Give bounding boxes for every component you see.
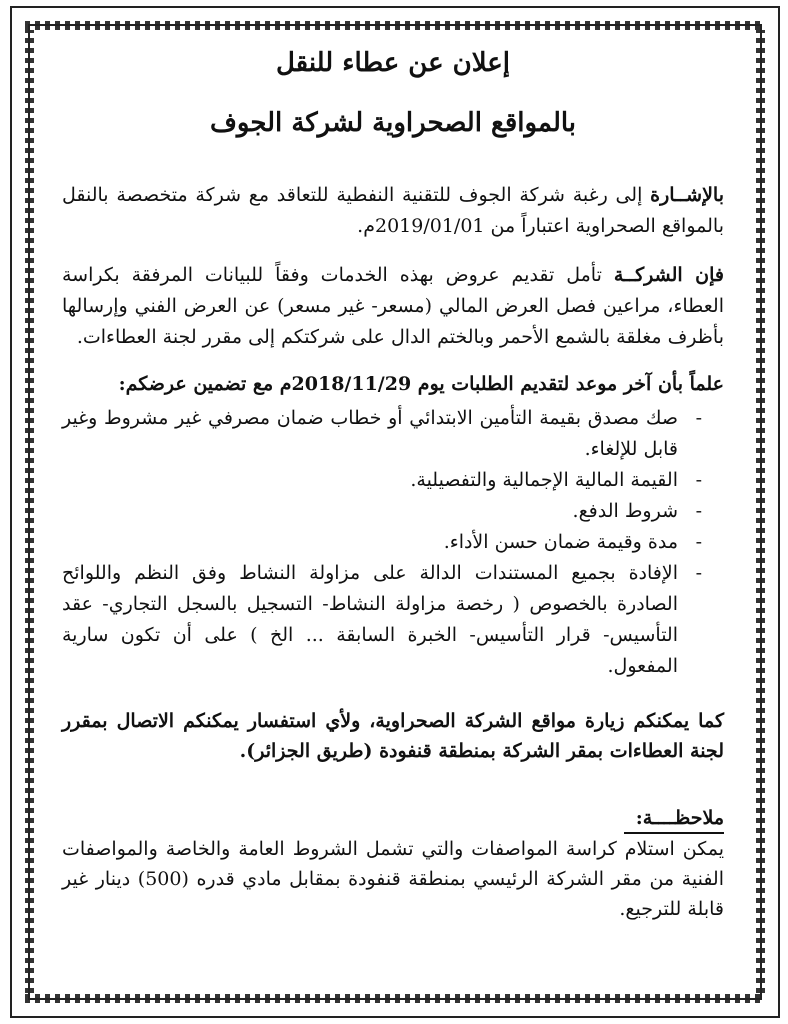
requirement-item: [62, 527, 702, 558]
title-line-1: إعلان عن عطاء للنقل: [275, 48, 510, 78]
note-title: ملاحظــــة:: [624, 804, 724, 834]
requirement-item: [62, 558, 702, 682]
document-body: [62, 40, 724, 924]
requirement-item: [62, 465, 702, 496]
request-lead: فإن الشركــة: [613, 264, 724, 286]
intro-lead: بالإشــارة: [650, 184, 724, 206]
requirement-text: شروط الدفع.: [572, 500, 678, 522]
request-paragraph: [62, 260, 724, 353]
intro-text: إلى رغبة شركة الجوف للتقنية النفطية للتعاقد مع شركة متخصصة بالنقل بالمواقع الصحراوية اعتباراً من 2019/01/01م.: [62, 184, 724, 237]
dash-marker: -: [695, 500, 702, 522]
intro-paragraph: [62, 180, 724, 242]
request-text: تأمل تقديم عروض بهذه الخدمات وفقاً للبيانات المرفقة بكراسة العطاء، مراعين فصل العرض المالي (مسعر- غير مسعر) عن العرض الفني وإرسالها بأظرف مغلقة بالشمع الأحمر وبالختم الدال على شركتكم إلى مقرر لجنة العطاءات.: [62, 264, 724, 348]
requirement-text: الإفادة بجميع المستندات الدالة على مزاولة النشاط وفق النظم واللوائح الصادرة بالخصوص ( رخصة مزاولة النشاط- التسجيل بالسجل التجاري- عقد التأسيس- قرار التأسيس- الخبرة السابقة ... الخ ) على أن تكون سارية المفعول.: [62, 562, 678, 677]
requirement-text: القيمة المالية الإجمالية والتفصيلية.: [410, 469, 678, 491]
requirement-text: مدة وقيمة ضمان حسن الأداء.: [443, 531, 678, 553]
requirement-text: صك مصدق بقيمة التأمين الابتدائي أو خطاب ضمان مصرفي غير مشروط وغير قابل للإلغاء.: [62, 407, 678, 460]
dash-marker: -: [695, 531, 702, 553]
deadline-text: علماً بأن آخر موعد لتقديم الطلبات يوم 2018/11/29م مع تضمين عرضكم:: [118, 373, 724, 395]
visit-paragraph: كما يمكنكم زيارة مواقع الشركة الصحراوية، ولأي استفسار يمكنكم الاتصال بمقرر لجنة العطاءات بمقر الشركة بمنطقة قنفودة (طريق الجزائر).: [62, 710, 724, 762]
dash-marker: -: [695, 469, 702, 491]
requirement-item: [62, 496, 702, 527]
title-line-2: بالمواقع الصحراوية لشركة الجوف: [209, 108, 577, 138]
requirements-list: [62, 403, 724, 682]
requirement-item: [62, 403, 702, 465]
dash-marker: -: [695, 407, 702, 429]
note-text: يمكن استلام كراسة المواصفات والتي تشمل الشروط العامة والخاصة والمواصفات الفنية من مقر الشركة الرئيسي بمنطقة قنفودة بمقابل مادي قدره (500) دينار غير قابلة للترجيع.: [62, 838, 725, 920]
dash-marker: -: [695, 562, 702, 584]
